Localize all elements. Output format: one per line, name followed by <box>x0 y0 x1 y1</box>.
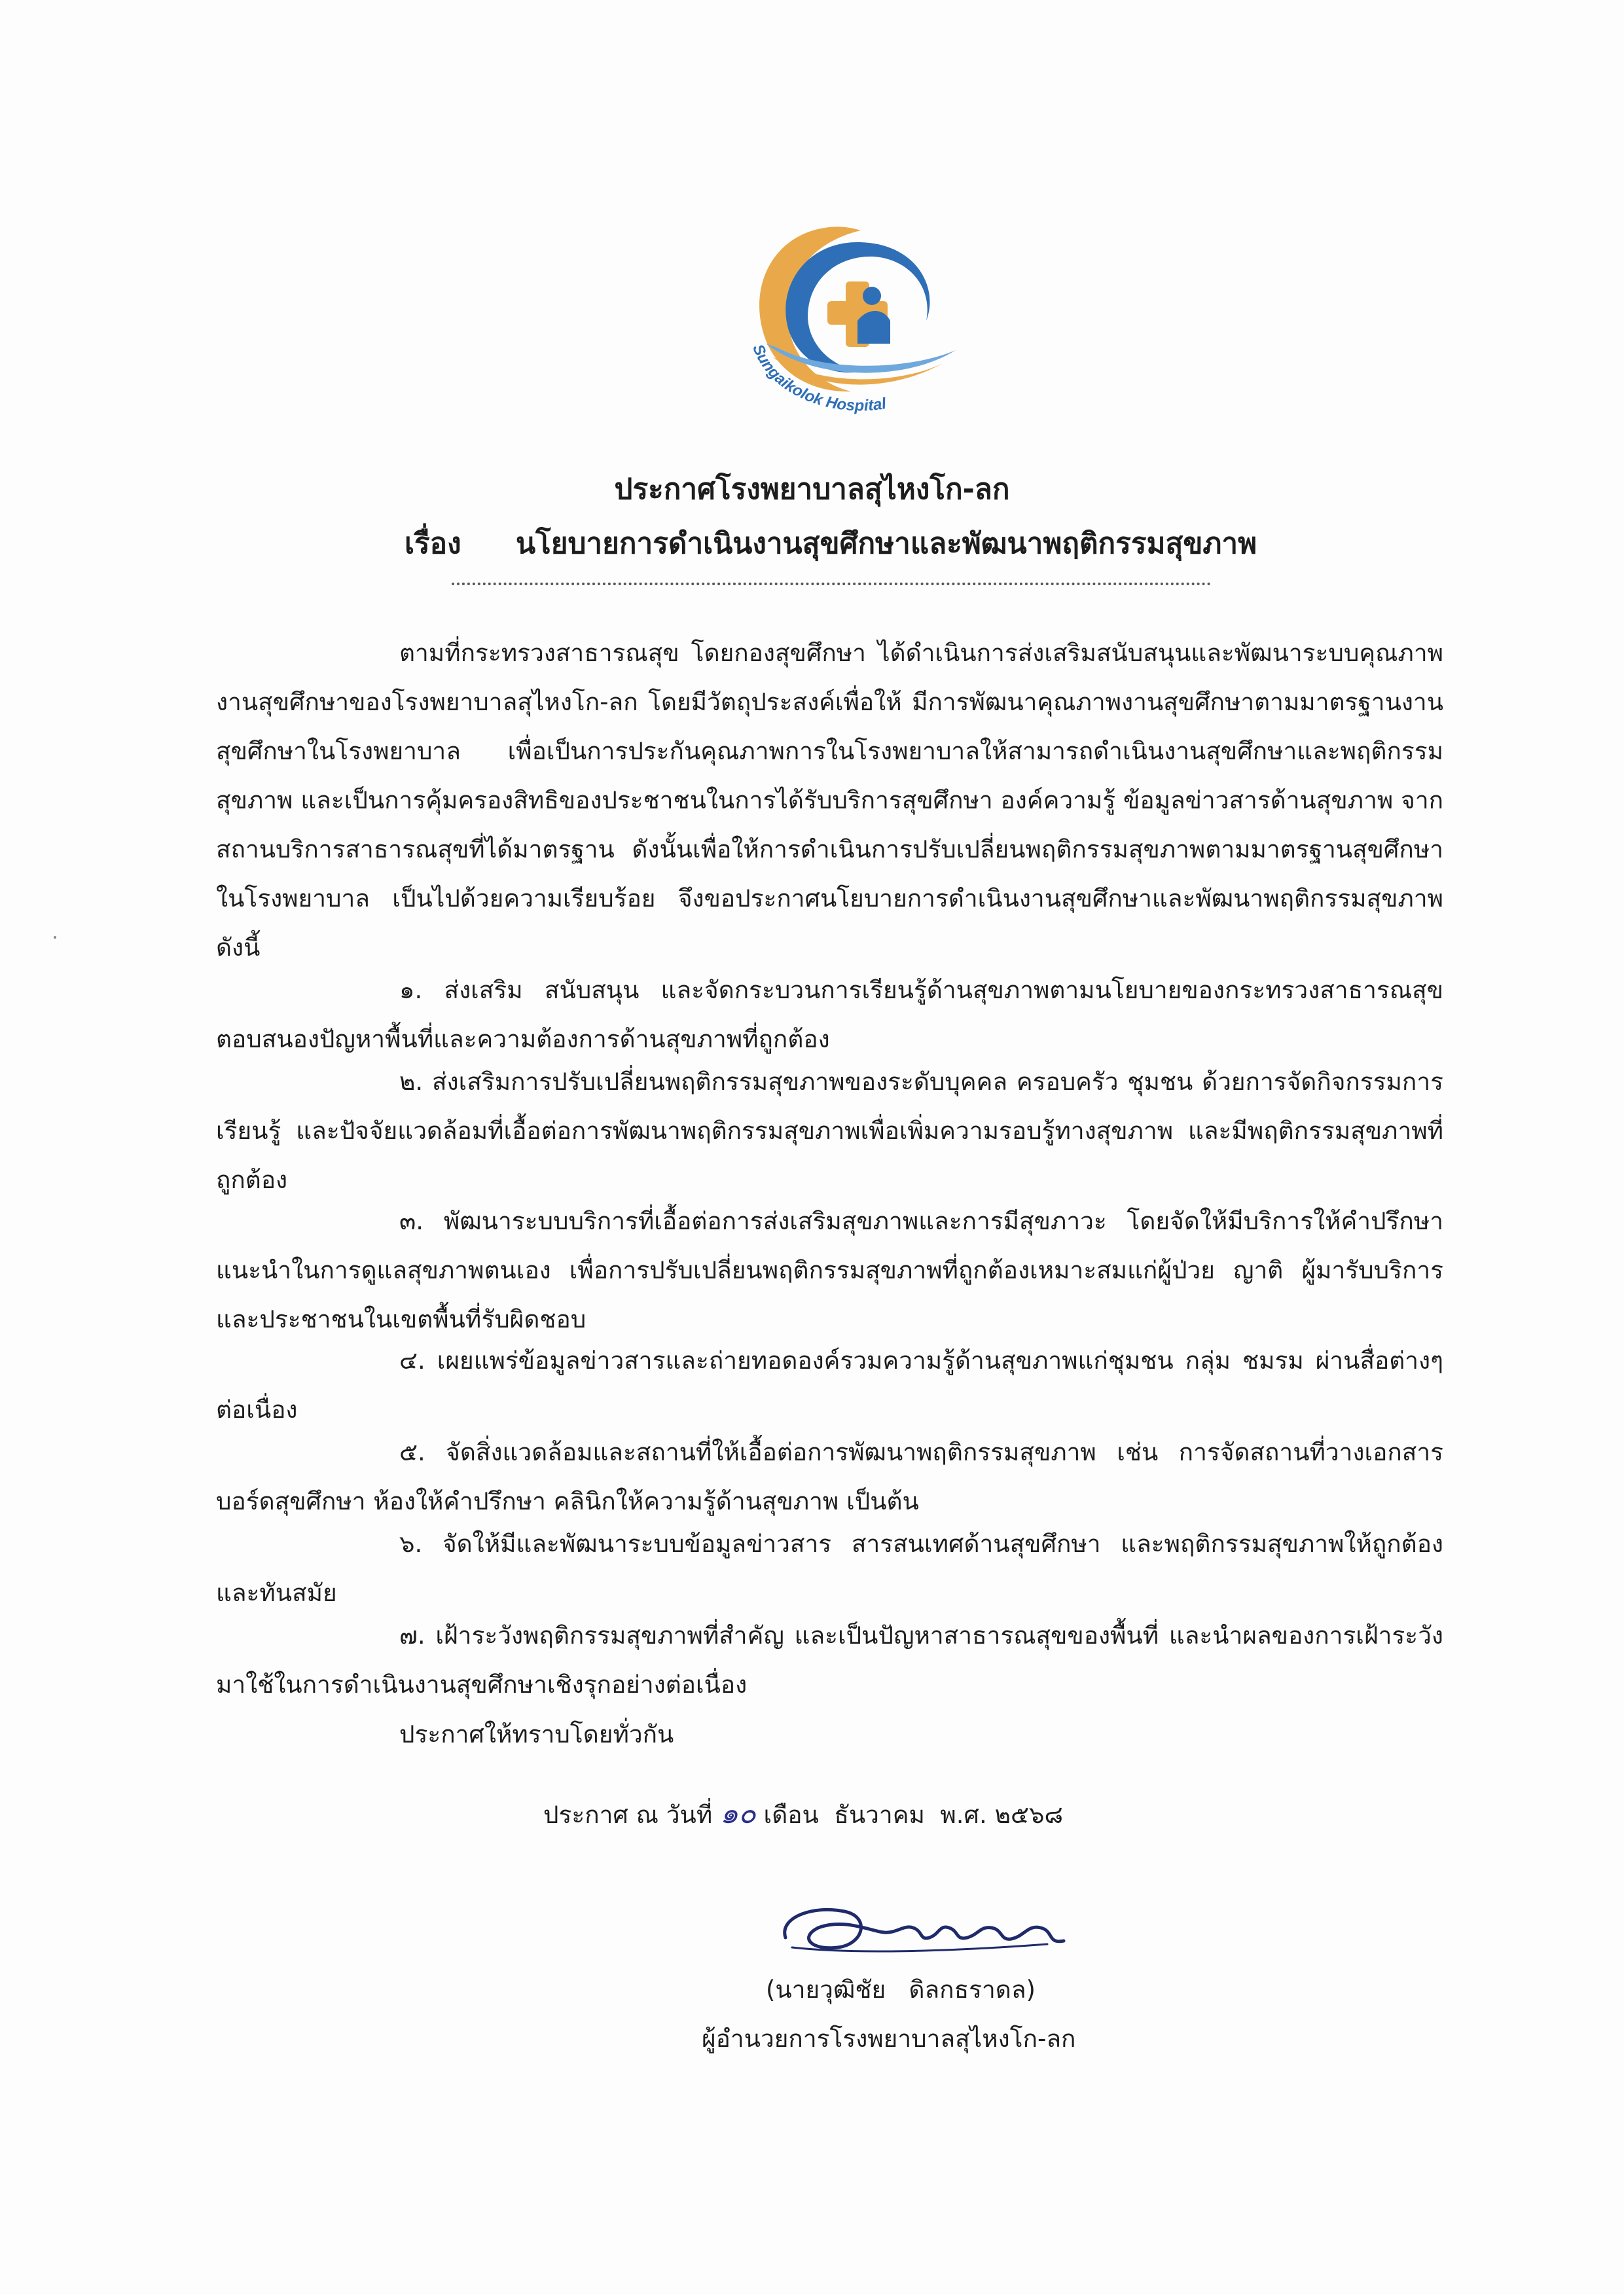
policy-item-7: ๗. เฝ้าระวังพฤติกรรมสุขภาพที่สำคัญ และเป็นปัญหาสาธารณสุขของพื้นที่ และนำผลของการเฝ้าระวังมาใช้ในการดำเนินงานสุขศึกษาเชิงรุกอย่างต่อเนื่อง <box>216 1621 1443 1699</box>
scan-speck <box>54 936 56 939</box>
announcement-date: ประกาศ ณ วันที่ ๑๐ เดือน ธันวาคม พ.ศ. ๒๕๖๘ <box>543 1797 1063 1830</box>
closing-statement: ประกาศให้ทราบโดยทั่วกัน <box>399 1720 674 1748</box>
policy-item-6: ๖. จัดให้มีและพัฒนาระบบข้อมูลข่าวสาร สารสนเทศด้านสุขศึกษา และพฤติกรรมสุขภาพให้ถูกต้องและทันสมัย <box>216 1530 1443 1607</box>
subject-label: เรื่อง <box>405 527 461 560</box>
logo-cross <box>827 281 890 347</box>
subject-text: นโยบายการดำเนินงานสุขศึกษาและพัฒนาพฤติกรรมสุขภาพ <box>516 527 1257 560</box>
signatory-position: ผู้อำนวยการโรงพยาบาลสุไหงโก-ลก <box>702 2025 1076 2053</box>
signatory-name: (นายวุฒิชัย ดิลกธราดล) <box>766 1976 1036 2004</box>
policy-item-3: ๓. พัฒนาระบบบริการที่เอื้อต่อการส่งเสริมสุขภาพและการมีสุขภาวะ โดยจัดให้มีบริการให้คำปรึกษาแนะนำในการดูแลสุขภาพตนเอง เพื่อการปรับเปลี่ยนพฤติกรรมสุขภาพที่ถูกต้องเหมาะสมแก่ผู้ป่วย ญาติ ผู้มารับบริการและประชาชนในเขตพื้นที่รับผิดชอบ <box>216 1207 1443 1333</box>
subject-line <box>405 520 1257 566</box>
policy-item-2: ๒. ส่งเสริมการปรับเปลี่ยนพฤติกรรมสุขภาพของระดับบุคคล ครอบครัว ชุมชน ด้วยการจัดกิจกรรมการเรียนรู้ และปัจจัยแวดล้อมที่เอื้อต่อการพัฒนาพฤติกรรมสุขภาพเพื่อเพิ่มความรอบรู้ทางสุขภาพ และมีพฤติกรรมสุขภาพที่ถูกต้อง <box>216 1068 1443 1194</box>
dotted-divider <box>452 583 1211 585</box>
page-title: ประกาศโรงพยาบาลสุไหงโก-ลก <box>614 473 1010 506</box>
logo-text: Sungaikolok Hospital <box>749 342 888 415</box>
policy-item-5: ๕. จัดสิ่งแวดล้อมและสถานที่ให้เอื้อต่อการพัฒนาพฤติกรรมสุขภาพ เช่น การจัดสถานที่วางเอกสาร บอร์ดสุขศึกษา ห้องให้คำปรึกษา คลินิกให้ความรู้ด้านสุขภาพ เป็นต้น <box>216 1438 1443 1515</box>
hospital-logo <box>727 216 975 432</box>
policy-item-1: ๑. ส่งเสริม สนับสนุน และจัดกระบวนการเรียนรู้ด้านสุขภาพตามนโยบายของกระทรวงสาธารณสุข ตอบสนองปัญหาพื้นที่และความต้องการด้านสุขภาพที่ถูกต้อง <box>216 976 1443 1053</box>
handwritten-signature <box>772 1892 1080 1964</box>
intro-paragraph: ตามที่กระทรวงสาธารณสุข โดยกองสุขศึกษา ได้ดำเนินการส่งเสริมสนับสนุนและพัฒนาระบบคุณภาพงานสุขศึกษาของโรงพยาบาลสุไหงโก-ลก โดยมีวัตถุประสงค์เพื่อให้ มีการพัฒนาคุณภาพงานสุขศึกษาตามมาตรฐานงานสุขศึกษาในโรงพยาบาล เพื่อเป็นการประกันคุณภาพการในโรงพยาบาลให้สามารถดำเนินงานสุขศึกษาและพฤติกรรมสุขภาพ และเป็นการคุ้มครองสิทธิของประชาชนในการได้รับบริการสุขศึกษา องค์ความรู้ ข้อมูลข่าวสารด้านสุขภาพ จากสถานบริการสาธารณสุขที่ได้มาตรฐาน ดังนั้นเพื่อให้การดำเนินการปรับเปลี่ยนพฤติกรรมสุขภาพตามมาตรฐานสุขศึกษาในโรงพยาบาล เป็นไปด้วยความเรียบร้อย จึงขอประกาศนโยบายการดำเนินงานสุขศึกษาและพัฒนาพฤติกรรมสุขภาพ ดังนี้ <box>216 639 1443 962</box>
policy-item-4: ๔. เผยแพร่ข้อมูลข่าวสารและถ่ายทอดองค์รวมความรู้ด้านสุขภาพแก่ชุมชน กลุ่ม ชมรม ผ่านสื่อต่างๆต่อเนื่อง <box>216 1346 1443 1424</box>
handwritten-day: ๑๐ <box>719 1797 756 1830</box>
